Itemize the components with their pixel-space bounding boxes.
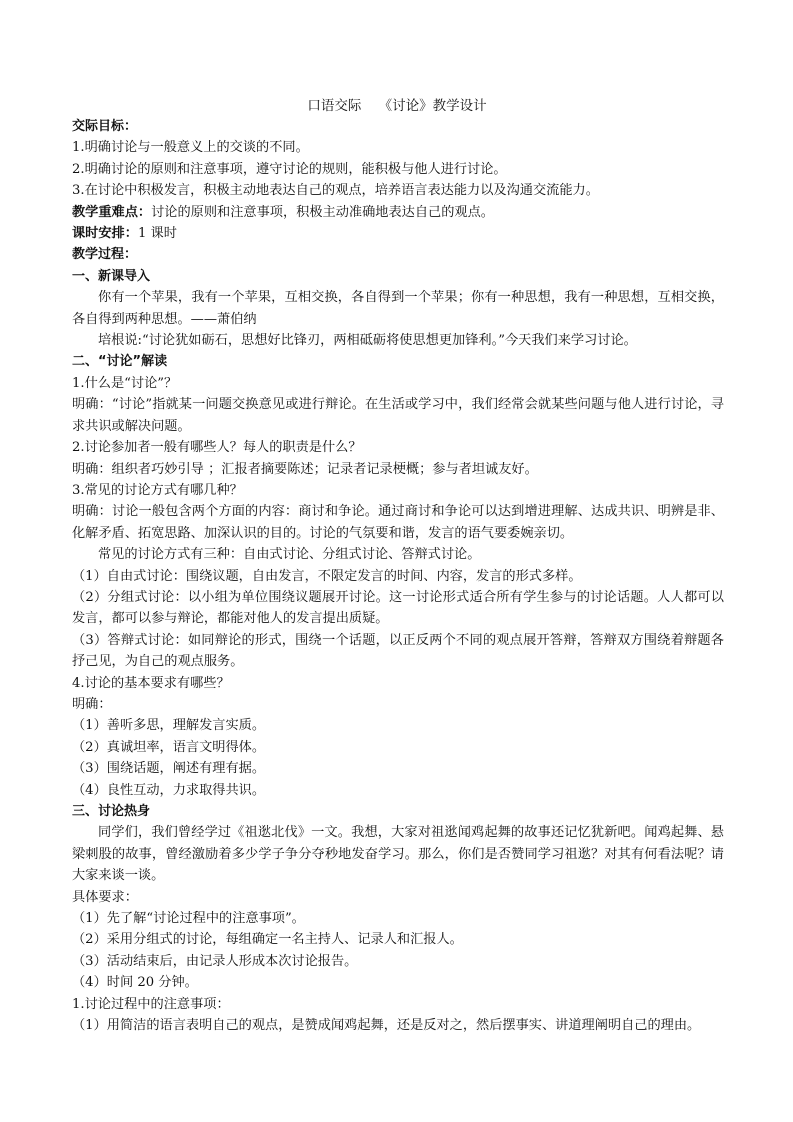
- answer-3-intro: 常见的讨论方式有三种：自由式讨论、分组式讨论、答辩式讨论。: [98, 547, 481, 563]
- requirement-item: （2）真诚坦率，语言文明得体。: [72, 739, 266, 755]
- answer-3: 明确：讨论一般包含两个方面的内容：商讨和争论。通过商讨和争论可以达到增进理解、达成共识、明辨是非、化解矛盾、拓宽思路、加深认识的目的。讨论的气氛要和谐，发言的语气要委婉亲切。: [72, 504, 724, 541]
- key-points-text: 讨论的原则和注意事项，积极主动准确地表达自己的观点。: [151, 204, 494, 220]
- section1-heading: 一、新课导入: [72, 268, 151, 284]
- schedule-row: [72, 223, 724, 244]
- notes-label: 1.讨论过程中的注意事项：: [72, 996, 230, 1012]
- schedule-label: 课时安排：: [72, 226, 138, 242]
- question-3: 3.常见的讨论方式有哪几种？: [72, 482, 243, 498]
- process-label: 教学过程：: [72, 247, 138, 263]
- requirement-item: （4）良性互动，力求取得共识。: [72, 782, 266, 798]
- section3-intro: 同学们，我们曾经学过《祖逖北伐》一文。我想，大家对祖逖闻鸡起舞的故事还记忆犹新吧。闻鸡起舞、悬梁刺股的故事，曾经激励着多少学子争分夺秒地发奋学习。那么，你们是否赞同学习祖逖？对其有何看法呢？请大家来谈一谈。: [72, 825, 724, 884]
- section1-paragraph: 培根说:“讨论犹如砺石，思想好比锋刃，两相砥砺将使思想更加锋利。”今天我们来学习讨论。: [98, 333, 637, 349]
- discussion-type-item: （3）答辩式讨论：如同辩论的形式，围绕一个话题，以正反两个不同的观点展开答辩，答辩双方围绕着辩题各抒己见，为自己的观点服务。: [72, 632, 724, 670]
- question-1: 1.什么是“讨论”？: [72, 375, 178, 391]
- requirement-item: （1）善听多思，理解发言实质。: [72, 718, 266, 734]
- document-page: [72, 96, 724, 1036]
- answer-4-label: 明确：: [72, 696, 112, 712]
- discussion-type-item: （2）分组式讨论：以小组为单位围绕议题展开讨论。这一讨论形式适合所有学生参与的讨论话题。人人都可以发言，都可以参与辩论，都能对他人的发言提出质疑。: [72, 589, 724, 627]
- answer-2: 明确：组织者巧妙引导 ；汇报者摘要陈述；记录者记录梗概；参与者坦诚友好。: [72, 461, 538, 477]
- question-4: 4.讨论的基本要求有哪些？: [72, 675, 230, 691]
- specific-requirement-item: （2）采用分组式的讨论，每组确定一名主持人、记录人和汇报人。: [72, 932, 463, 948]
- specific-requirement-item: （3）活动结束后，由记录人形成本次讨论报告。: [72, 953, 358, 969]
- key-points-label: 教学重难点：: [72, 204, 152, 220]
- specific-requirements-label: 具体要求：: [72, 889, 138, 905]
- section2-heading: 二、“讨论”解读: [72, 354, 168, 370]
- discussion-type-item: （1）自由式讨论：围绕议题，自由发言，不限定发言的时间、内容，发言的形式多样。: [72, 568, 582, 584]
- answer-1: 明确：“讨论”指就某一问题交换意见或进行辩论。在生活或学习中，我们经常会就某些问题与他人进行讨论，寻求共识或解决问题。: [72, 397, 724, 434]
- schedule-text: 1 课时: [137, 226, 177, 242]
- goal-item: 2.明确讨论的原则和注意事项，遵守讨论的规则，能积极与他人进行讨论。: [72, 161, 507, 177]
- goal-item: 3.在讨论中积极发言，积极主动地表达自己的观点，培养语言表达能力以及沟通交流能力。: [72, 183, 599, 199]
- specific-requirement-item: （1）先了解“讨论过程中的注意事项”。: [72, 911, 305, 927]
- section1-paragraph: 你有一个苹果，我有一个苹果，互相交换，各自得到一个苹果；你有一种思想，我有一种思想，互相交换，各自得到两种思想。——萧伯纳: [72, 290, 724, 327]
- requirement-item: （3）围绕话题，阐述有理有据。: [72, 761, 266, 777]
- specific-requirement-item: （4）时间 20 分钟。: [72, 975, 198, 991]
- goals-label: 交际目标：: [72, 119, 138, 134]
- section3-heading: 三、讨论热身: [72, 804, 151, 819]
- notes-item: （1）用简洁的语言表明自己的观点，是赞成闻鸡起舞，还是反对之，然后摆事实、讲道理阐明自己的理由。: [72, 1018, 701, 1034]
- goal-item: 1.明确讨论与一般意义上的交谈的不同。: [72, 140, 309, 156]
- key-points-row: [72, 202, 724, 223]
- document-title: 口语交际 《讨论》教学设计: [307, 98, 487, 114]
- question-2: 2.讨论参加者一般有哪些人？每人的职责是什么？: [72, 440, 362, 456]
